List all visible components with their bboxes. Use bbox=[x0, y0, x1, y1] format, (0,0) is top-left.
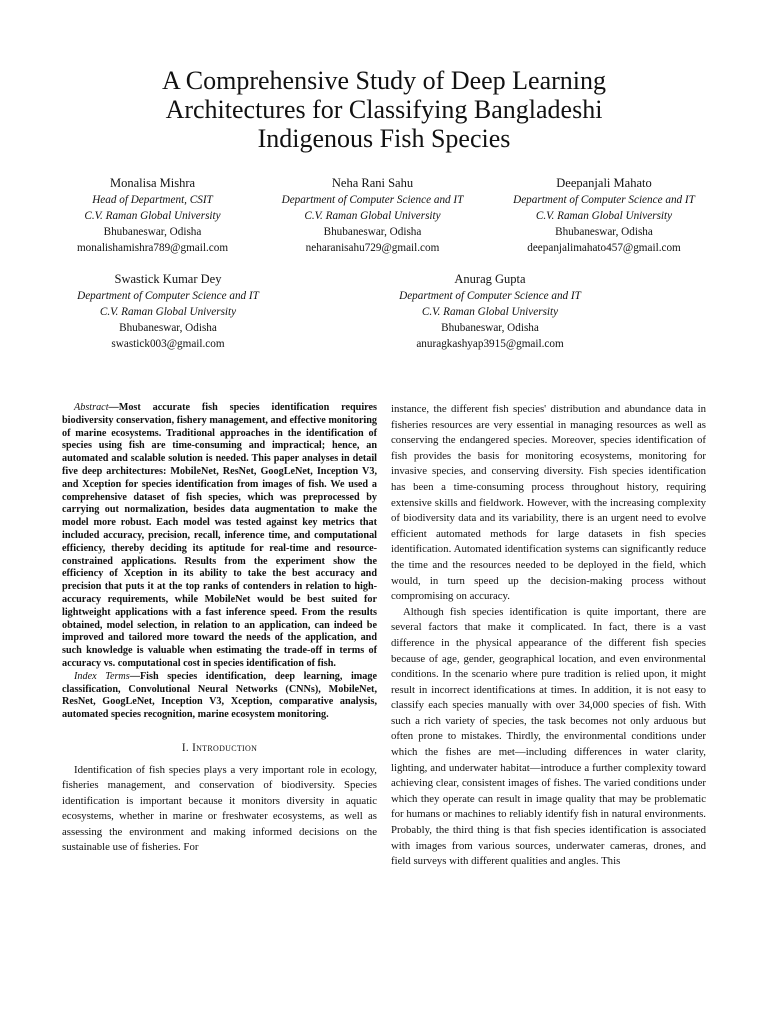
author-email: deepanjalimahato457@gmail.com bbox=[527, 242, 681, 254]
author-university: C.V. Raman Global University bbox=[99, 306, 237, 318]
author-university: C.V. Raman Global University bbox=[421, 306, 559, 318]
author-affiliation: Department of Computer Science and IT bbox=[281, 194, 464, 206]
section-title: Introduction bbox=[192, 741, 258, 754]
author-affiliation: Department of Computer Science and IT bbox=[513, 194, 695, 206]
author-university: C.V. Raman Global University bbox=[304, 210, 441, 222]
author-email: neharanisahu729@gmail.com bbox=[305, 242, 440, 254]
author-block bbox=[259, 175, 487, 256]
author-name: Monalisa Mishra bbox=[109, 176, 196, 190]
author-university: C.V. Raman Global University bbox=[84, 210, 221, 222]
section-heading bbox=[62, 741, 377, 757]
author-affiliation: Head of Department, CSIT bbox=[92, 194, 213, 206]
author-name: Anurag Gupta bbox=[454, 272, 526, 286]
body-paragraph: instance, the different fish species' distribution and abundance data in fisheries resources are very essential in managing resources as well as conserving the endangered species. Moreover, species identification of fish provides the basis for monitoring ecosystems, monitoring for invasive species, and conserving diversity. Fish species identification has been a time-consuming process throughout history, requiring extensive skills and fieldwork. However, with the increasing complexity of biodiversity data and its variability, there is an urgent need to evolve efficient automated methods for large datasets in fish species identification. Automated identification systems can significantly reduce the time and the resources needed to be deployed in the field, which would, in turn speed up the decision-making process without compromising on accuracy. bbox=[391, 403, 706, 603]
section-number: I. bbox=[181, 741, 189, 754]
author-name: Neha Rani Sahu bbox=[331, 176, 414, 190]
author-city: Bhubaneswar, Odisha bbox=[119, 322, 217, 334]
index-terms bbox=[62, 671, 377, 722]
author-city: Bhubaneswar, Odisha bbox=[441, 322, 539, 334]
author-email: anuragkashyap3915@gmail.com bbox=[416, 338, 564, 350]
author-name: Deepanjali Mahato bbox=[556, 176, 652, 190]
author-email: swastick003@gmail.com bbox=[111, 338, 225, 350]
author-city: Bhubaneswar, Odisha bbox=[103, 226, 202, 238]
paper-title bbox=[60, 66, 708, 153]
author-row bbox=[50, 175, 718, 256]
author-block bbox=[374, 271, 606, 352]
title-line: Architectures for Classifying Bangladeshi bbox=[165, 95, 603, 124]
author-university: C.V. Raman Global University bbox=[535, 210, 673, 222]
title-line: A Comprehensive Study of Deep Learning bbox=[161, 66, 607, 95]
index-terms-text: —Fish species identification, deep learning, image classification, Convolutional Neural Networks (CNNs), MobileNet, ResNet, GoogLeNet, Inception V3, Xception, comparative analysis, automated species recognition, marine ecosystem monitoring. bbox=[62, 670, 377, 721]
abstract-text: —Most accurate fish species identification requires biodiversity conservation, fishery management, and effective monitoring of marine ecosystems. Traditional approaches in the identification of species using fish are time-consuming and impractical; hence, an automated and scalable solution is needed. This paper analyses in detail five deep architectures: MobileNet, ResNet, GoogLeNet, Inception V3, and Xception for species identification from images of fish. We used a comprehensive dataset of fish species, which was preprocessed by carrying out normalization, besides data augmentation to make the model more robust. Each model was tested against key metrics that included accuracy, precision, recall, inference time, and computational efficiency, thereby deciding its aptitude for real-time and resource-constrained applications. Results from the experiment show the efficiency of Xception in its ability to take the best accuracy and precision that puts it at the top ranks of contenders in relation to high-accuracy requirements, while MobileNet would be best suited for lightweight applications with a fast inference speed. From the results obtained, model selection, in relation to an application, can indeed be improved and tailored more toward the needs of the application, and such knowledge is valuable when estimating the trade-off in terms of accuracy vs. computational cost in species identification of fish. bbox=[62, 402, 377, 669]
author-email: monalishamishra789@gmail.com bbox=[76, 242, 229, 254]
left-column bbox=[62, 402, 377, 856]
author-affiliation: Department of Computer Science and IT bbox=[399, 290, 581, 302]
author-block bbox=[490, 175, 718, 256]
author-block bbox=[50, 175, 255, 256]
author-city: Bhubaneswar, Odisha bbox=[555, 226, 653, 238]
abstract-label: Abstract bbox=[74, 402, 109, 413]
index-terms-label: Index Terms bbox=[74, 670, 130, 682]
body-paragraph: Although fish species identification is quite important, there are several factors that make it complicated. In fact, there is a vast difference in the physical appearance of the different fish species because of age, gender, geographical location, and even environmental conditions. In the scenario where pure tradition is relied upon, it might result in incorrect identifications at times. In addition, it is not easy to classify each species manually with over 34,000 species of fish. With such a rich variety of species, the task becomes not only arduous but often prone to mistakes. Thirdly, the environmental conditions under which the fishes are met—including differences in water clarity, lighting, and underwater habitat—introduce a further complexity toward achieving clear, consistent images of fishes. The varied conditions under which they operate can result in image quality that may be problematic for humans or machines to reliably identify fish in natural environments. Probably, the third thing is that fish species identification is associated with images from various sources, underwater cameras, drones, and field surveys with different qualities and angles. This bbox=[391, 605, 706, 868]
author-affiliation: Department of Computer Science and IT bbox=[77, 290, 259, 302]
abstract bbox=[62, 402, 377, 671]
author-block bbox=[57, 271, 279, 352]
body-paragraph: Identification of fish species plays a very important role in ecology, fisheries management, and conservation of biodiversity. Species identification is important because it monitors diversity in aquatic ecosystems, whether in marine or freshwater ecosystems, as well as assessing the environment and making informed decisions on the sustainable use of fisheries. For bbox=[62, 763, 377, 854]
right-column bbox=[391, 402, 706, 870]
title-line: Indigenous Fish Species bbox=[257, 124, 511, 153]
author-city: Bhubaneswar, Odisha bbox=[323, 226, 422, 238]
author-name: Swastick Kumar Dey bbox=[114, 272, 222, 286]
